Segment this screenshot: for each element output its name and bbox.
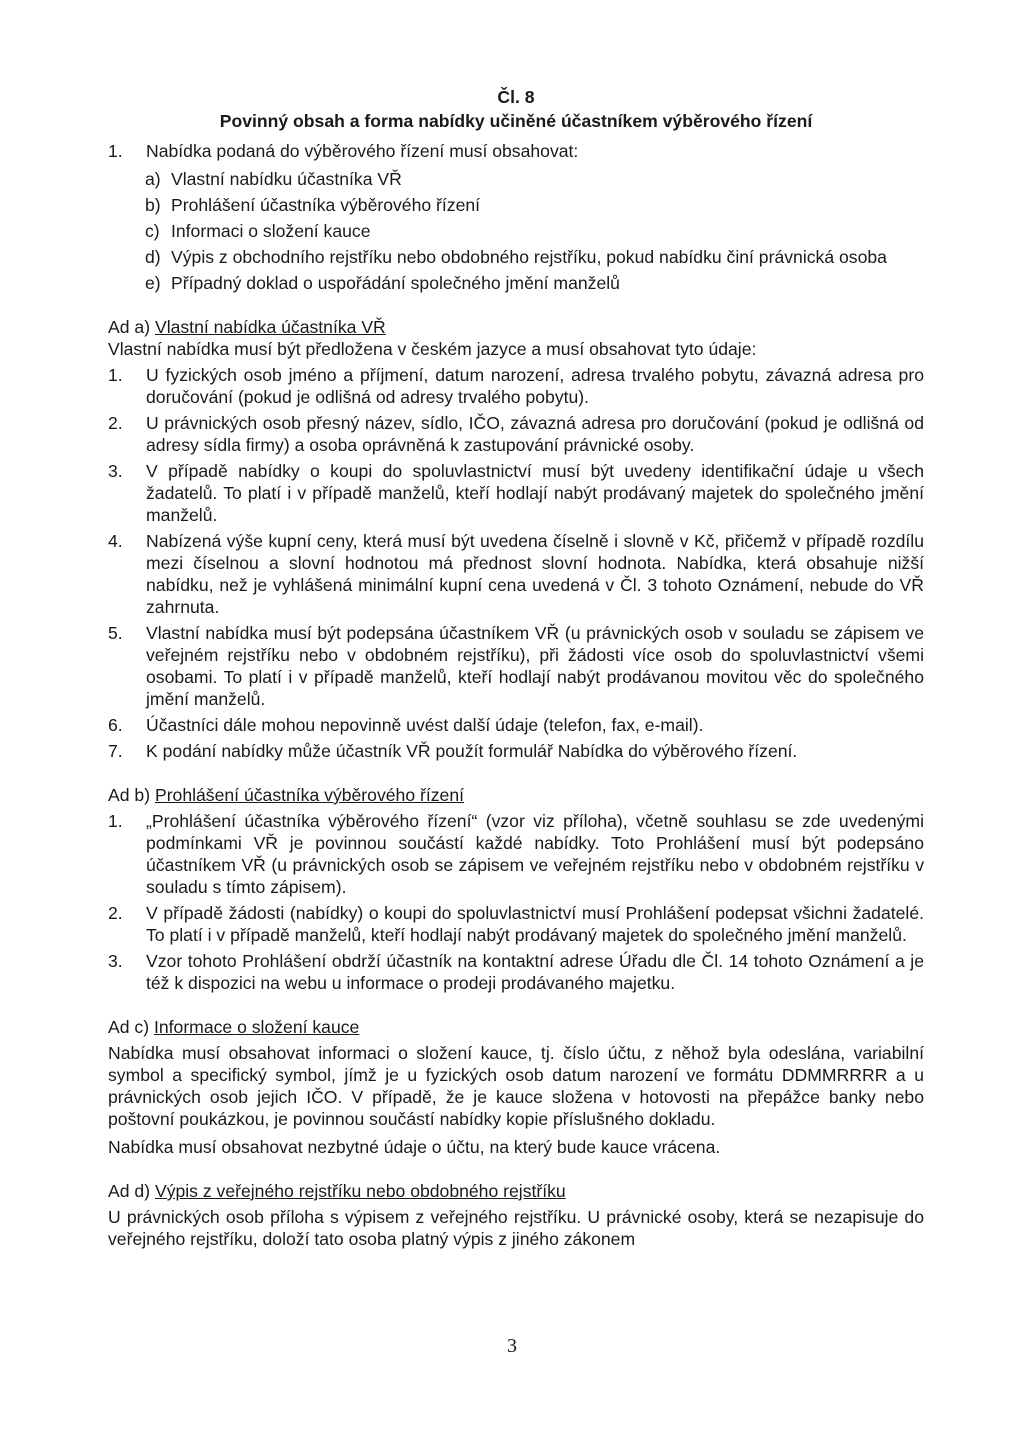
list-item: a) Vlastní nabídku účastníka VŘ <box>145 169 402 189</box>
intro-sublist <box>108 168 924 294</box>
list-item: 5. Vlastní nabídka musí být podepsána účastníkem VŘ (u právnických osob v souladu se zápisem ve veřejném rejstříku nebo v obdobném rejstříku), při žádosti více osob do spoluvlastnictví všemi osobami. To platí i v případě manželů, kteří hodlají nabýt prodávanou movitou věc do společného jmění manželů. <box>108 623 924 709</box>
list-item: 6. Účastníci dále mohou nepovinně uvést další údaje (telefon, fax, e-mail). <box>108 715 704 735</box>
article-title: Povinný obsah a forma nabídky učiněné účastníkem výběrového řízení <box>219 111 813 131</box>
page-number: 3 <box>507 1335 517 1357</box>
list-item: 2. V případě žádosti (nabídky) o koupi do spoluvlastnictví musí Prohlášení podepsat všichni žadatelé. To platí i v případě manželů, kteří hodlají nabýt prodávaný majetek do společného jmění manželů. <box>108 903 924 945</box>
section-heading-d: Ad d) Výpis z veřejného rejstříku nebo obdobného rejstříku <box>108 1181 566 1201</box>
article-number: Čl. 8 <box>497 87 535 107</box>
section-b-list <box>108 810 924 994</box>
section-c-paragraph: Nabídka musí obsahovat nezbytné údaje o účtu, na který bude kauce vrácena. <box>108 1137 721 1157</box>
list-item: d) Výpis z obchodního rejstříku nebo obdobného rejstříku, pokud nabídku činí právnická osoba <box>145 247 887 267</box>
list-item: 3. V případě nabídky o koupi do spoluvlastnictví musí být uvedeny identifikační údaje u všech žadatelů. To platí i v případě manželů, kteří hodlají nabýt prodávaný majetek do společného jmění manželů. <box>108 461 924 525</box>
list-item: b) Prohlášení účastníka výběrového řízení <box>145 195 481 215</box>
section-a-lead: Vlastní nabídka musí být předložena v českém jazyce a musí obsahovat tyto údaje: <box>108 339 757 359</box>
section-c-paragraph: Nabídka musí obsahovat informaci o složení kauce, tj. číslo účtu, z něhož byla odeslána, variabilní symbol a specifický symbol, jímž je u fyzických osob datum narození ve formátu DDMMRRRR a u právnických osob jejich IČO. V případě, že je kauce složena v hotovosti na přepážce banky nebo poštovní poukázkou, je povinnou součástí nabídky kopie příslušného dokladu. <box>108 1043 924 1129</box>
list-item: c) Informaci o složení kauce <box>145 221 371 241</box>
section-d-paragraph: U právnických osob příloha s výpisem z veřejného rejstříku. U právnické osoby, která se nezapisuje do veřejného rejstříku, doloží tato osoba platný výpis z jiného zákonem <box>108 1207 924 1249</box>
page-content <box>108 86 924 1250</box>
intro-item: 1. Nabídka podaná do výběrového řízení musí obsahovat: <box>108 141 579 161</box>
list-item: 3. Vzor tohoto Prohlášení obdrží účastník na kontaktní adrese Úřadu dle Čl. 14 tohoto Oznámení a je též k dispozici na webu u informace o prodeji prodávaného majetku. <box>108 951 924 993</box>
list-item: e) Případný doklad o uspořádání společného jmění manželů <box>145 273 620 293</box>
section-heading-a: Ad a) Vlastní nabídka účastníka VŘ <box>108 317 386 337</box>
list-item: 2. U právnických osob přesný název, sídlo, IČO, závazná adresa pro doručování (pokud je odlišná od adresy sídla firmy) a osoba oprávněná k zastupování právnické osoby. <box>108 413 924 455</box>
list-item: 1. „Prohlášení účastníka výběrového řízení“ (vzor viz příloha), včetně souhlasu se zde uvedenými podmínkami VŘ je povinnou součástí každé nabídky. Toto Prohlášení musí být podepsáno účastníkem VŘ (u právnických osob se zápisem ve veřejném rejstříku nebo v obdobném rejstříku v souladu s tímto zápisem). <box>108 811 924 897</box>
section-heading-b: Ad b) Prohlášení účastníka výběrového řízení <box>108 785 464 805</box>
article-heading <box>108 86 924 132</box>
list-item: 4. Nabízená výše kupní ceny, která musí být uvedena číselně i slovně v Kč, přičemž v případě rozdílu mezi číselnou a slovní hodnotou má přednost slovní hodnota. Nabídka, která obsahuje nižší nabídku, než je vyhlášená minimální kupní cena uvedená v Čl. 3 tohoto Oznámení, nebude do VŘ zahrnuta. <box>108 531 924 617</box>
section-heading-c: Ad c) Informace o složení kauce <box>108 1017 360 1037</box>
list-item: 7. K podání nabídky může účastník VŘ použít formulář Nabídka do výběrového řízení. <box>108 741 798 761</box>
list-item: 1. U fyzických osob jméno a příjmení, datum narození, adresa trvalého pobytu, závazná adresa pro doručování (pokud je odlišná od adresy trvalého pobytu). <box>108 365 924 407</box>
section-a-list <box>108 364 924 762</box>
